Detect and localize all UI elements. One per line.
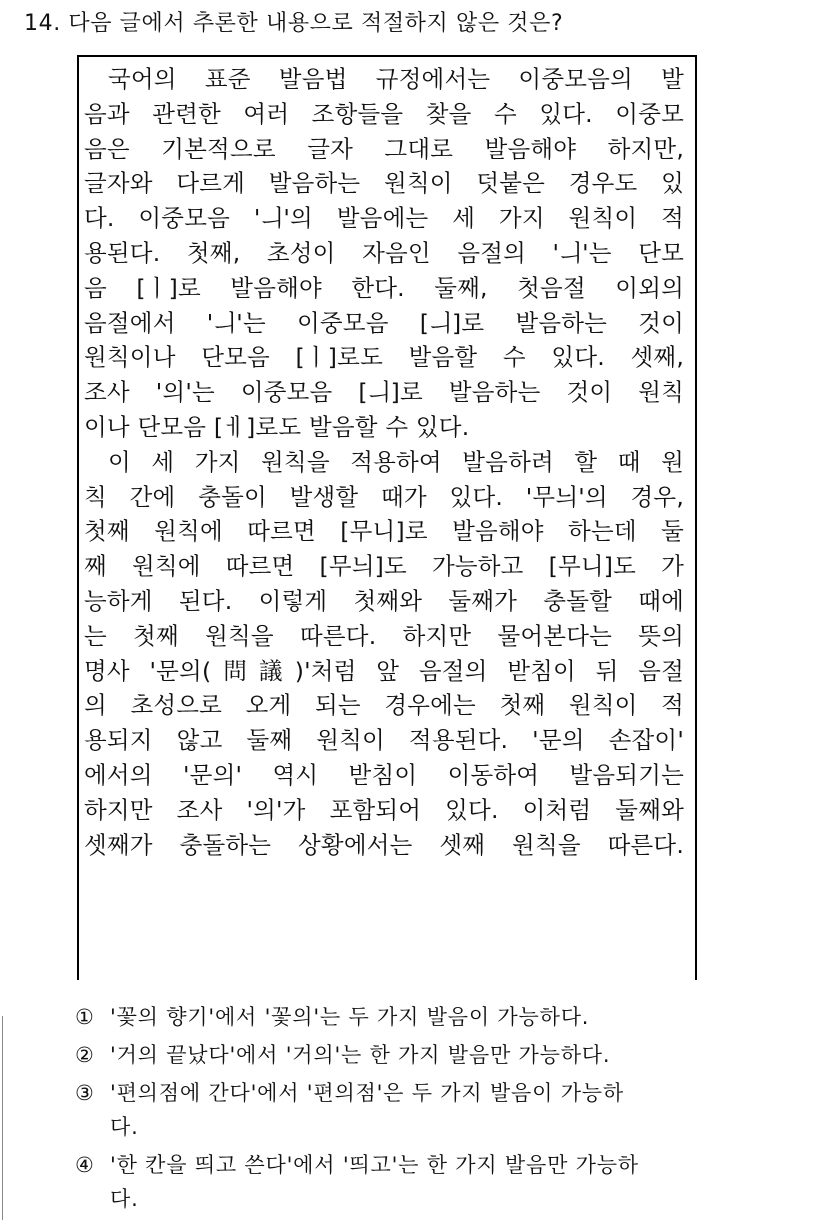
question-title: 14. 다음 글에서 추론한 내용으로 적절하지 않은 것은? — [24, 11, 564, 36]
option-text-continued: 다. — [110, 1115, 139, 1139]
passage-line: 칙 간에 충돌이 발생할 때가 있다. '무늬'의 경우, — [84, 482, 684, 511]
passage-line: 음과 관련한 여러 조항들을 찾을 수 있다. 이중모 — [84, 99, 684, 128]
option-number: ② — [75, 1043, 95, 1067]
passage-line: 첫째 원칙에 따르면 [무니]로 발음해야 하는데 둘 — [84, 517, 684, 546]
option-text: '한 칸을 띄고 쓴다'에서 '띄고'는 한 가지 발음만 가능하 — [110, 1153, 639, 1177]
passage-line: 용되지 않고 둘째 원칙이 적용된다. '문의 손잡이' — [84, 726, 684, 755]
passage-line: 하지만 조사 '의'가 포함되어 있다. 이처럼 둘째와 — [84, 795, 684, 824]
option-number: ③ — [75, 1081, 95, 1105]
passage-line: 째 원칙에 따르면 [무늬]도 가능하고 [무니]도 가 — [84, 552, 684, 581]
passage-line: 국어의 표준 발음법 규정에서는 이중모음의 발 — [108, 65, 684, 93]
option-2[interactable] — [75, 1038, 775, 1072]
passage-line: 음절에서 'ㅢ'는 이중모음 [ㅢ]로 발음하는 것이 — [84, 308, 684, 337]
passage-line: 명사 '문의(問議)'처럼 앞 음절의 받침이 뒤 음절 — [84, 656, 684, 685]
passage-line: 이나 단모음 [ㅔ]로도 발음할 수 있다. — [84, 412, 470, 441]
passage-line: 의 초성으로 오게 되는 경우에는 첫째 원칙이 적 — [84, 691, 684, 720]
passage-line: 다. 이중모음 'ㅢ'의 발음에는 세 가지 원칙이 적 — [84, 204, 684, 233]
option-text: '거의 끝났다'에서 '거의'는 한 가지 발음만 가능하다. — [110, 1043, 611, 1067]
option-number: ① — [75, 1005, 95, 1029]
passage — [84, 62, 684, 862]
option-3[interactable] — [75, 1076, 775, 1144]
passage-line: 용된다. 첫째, 초성이 자음인 음절의 'ㅢ'는 단모 — [84, 238, 684, 267]
passage-line: 셋째가 충돌하는 상황에서는 셋째 원칙을 따른다. — [84, 830, 684, 859]
passage-line: 는 첫째 원칙을 따른다. 하지만 물어본다는 뜻의 — [84, 621, 684, 650]
option-text: '편의점에 간다'에서 '편의점'은 두 가지 발음이 가능하 — [110, 1081, 624, 1105]
option-1[interactable] — [75, 1000, 775, 1034]
answer-options — [75, 1000, 775, 1220]
passage-line: 글자와 다르게 발음하는 원칙이 덧붙은 경우도 있 — [84, 169, 684, 198]
passage-line: 음은 기본적으로 글자 그대로 발음해야 하지만, — [84, 134, 684, 163]
option-text-continued: 다. — [110, 1187, 139, 1211]
option-4[interactable] — [75, 1148, 775, 1216]
passage-line: 음 [ㅣ]로 발음해야 한다. 둘째, 첫음절 이외의 — [84, 273, 684, 302]
passage-line: 능하게 된다. 이렇게 첫째와 둘째가 충돌할 때에 — [84, 586, 684, 615]
passage-line: 에서의 '문의' 역시 받침이 이동하여 발음되기는 — [84, 760, 684, 789]
option-number: ④ — [75, 1153, 95, 1177]
option-text: '꽃의 향기'에서 '꽃의'는 두 가지 발음이 가능하다. — [110, 1005, 590, 1029]
passage-line: 조사 '의'는 이중모음 [ㅢ]로 발음하는 것이 원칙 — [84, 378, 684, 407]
margin-rule — [2, 1016, 3, 1220]
passage-line: 이 세 가지 원칙을 적용하여 발음하려 할 때 원 — [108, 447, 684, 476]
passage-line: 원칙이나 단모음 [ㅣ]로도 발음할 수 있다. 셋째, — [84, 343, 684, 372]
